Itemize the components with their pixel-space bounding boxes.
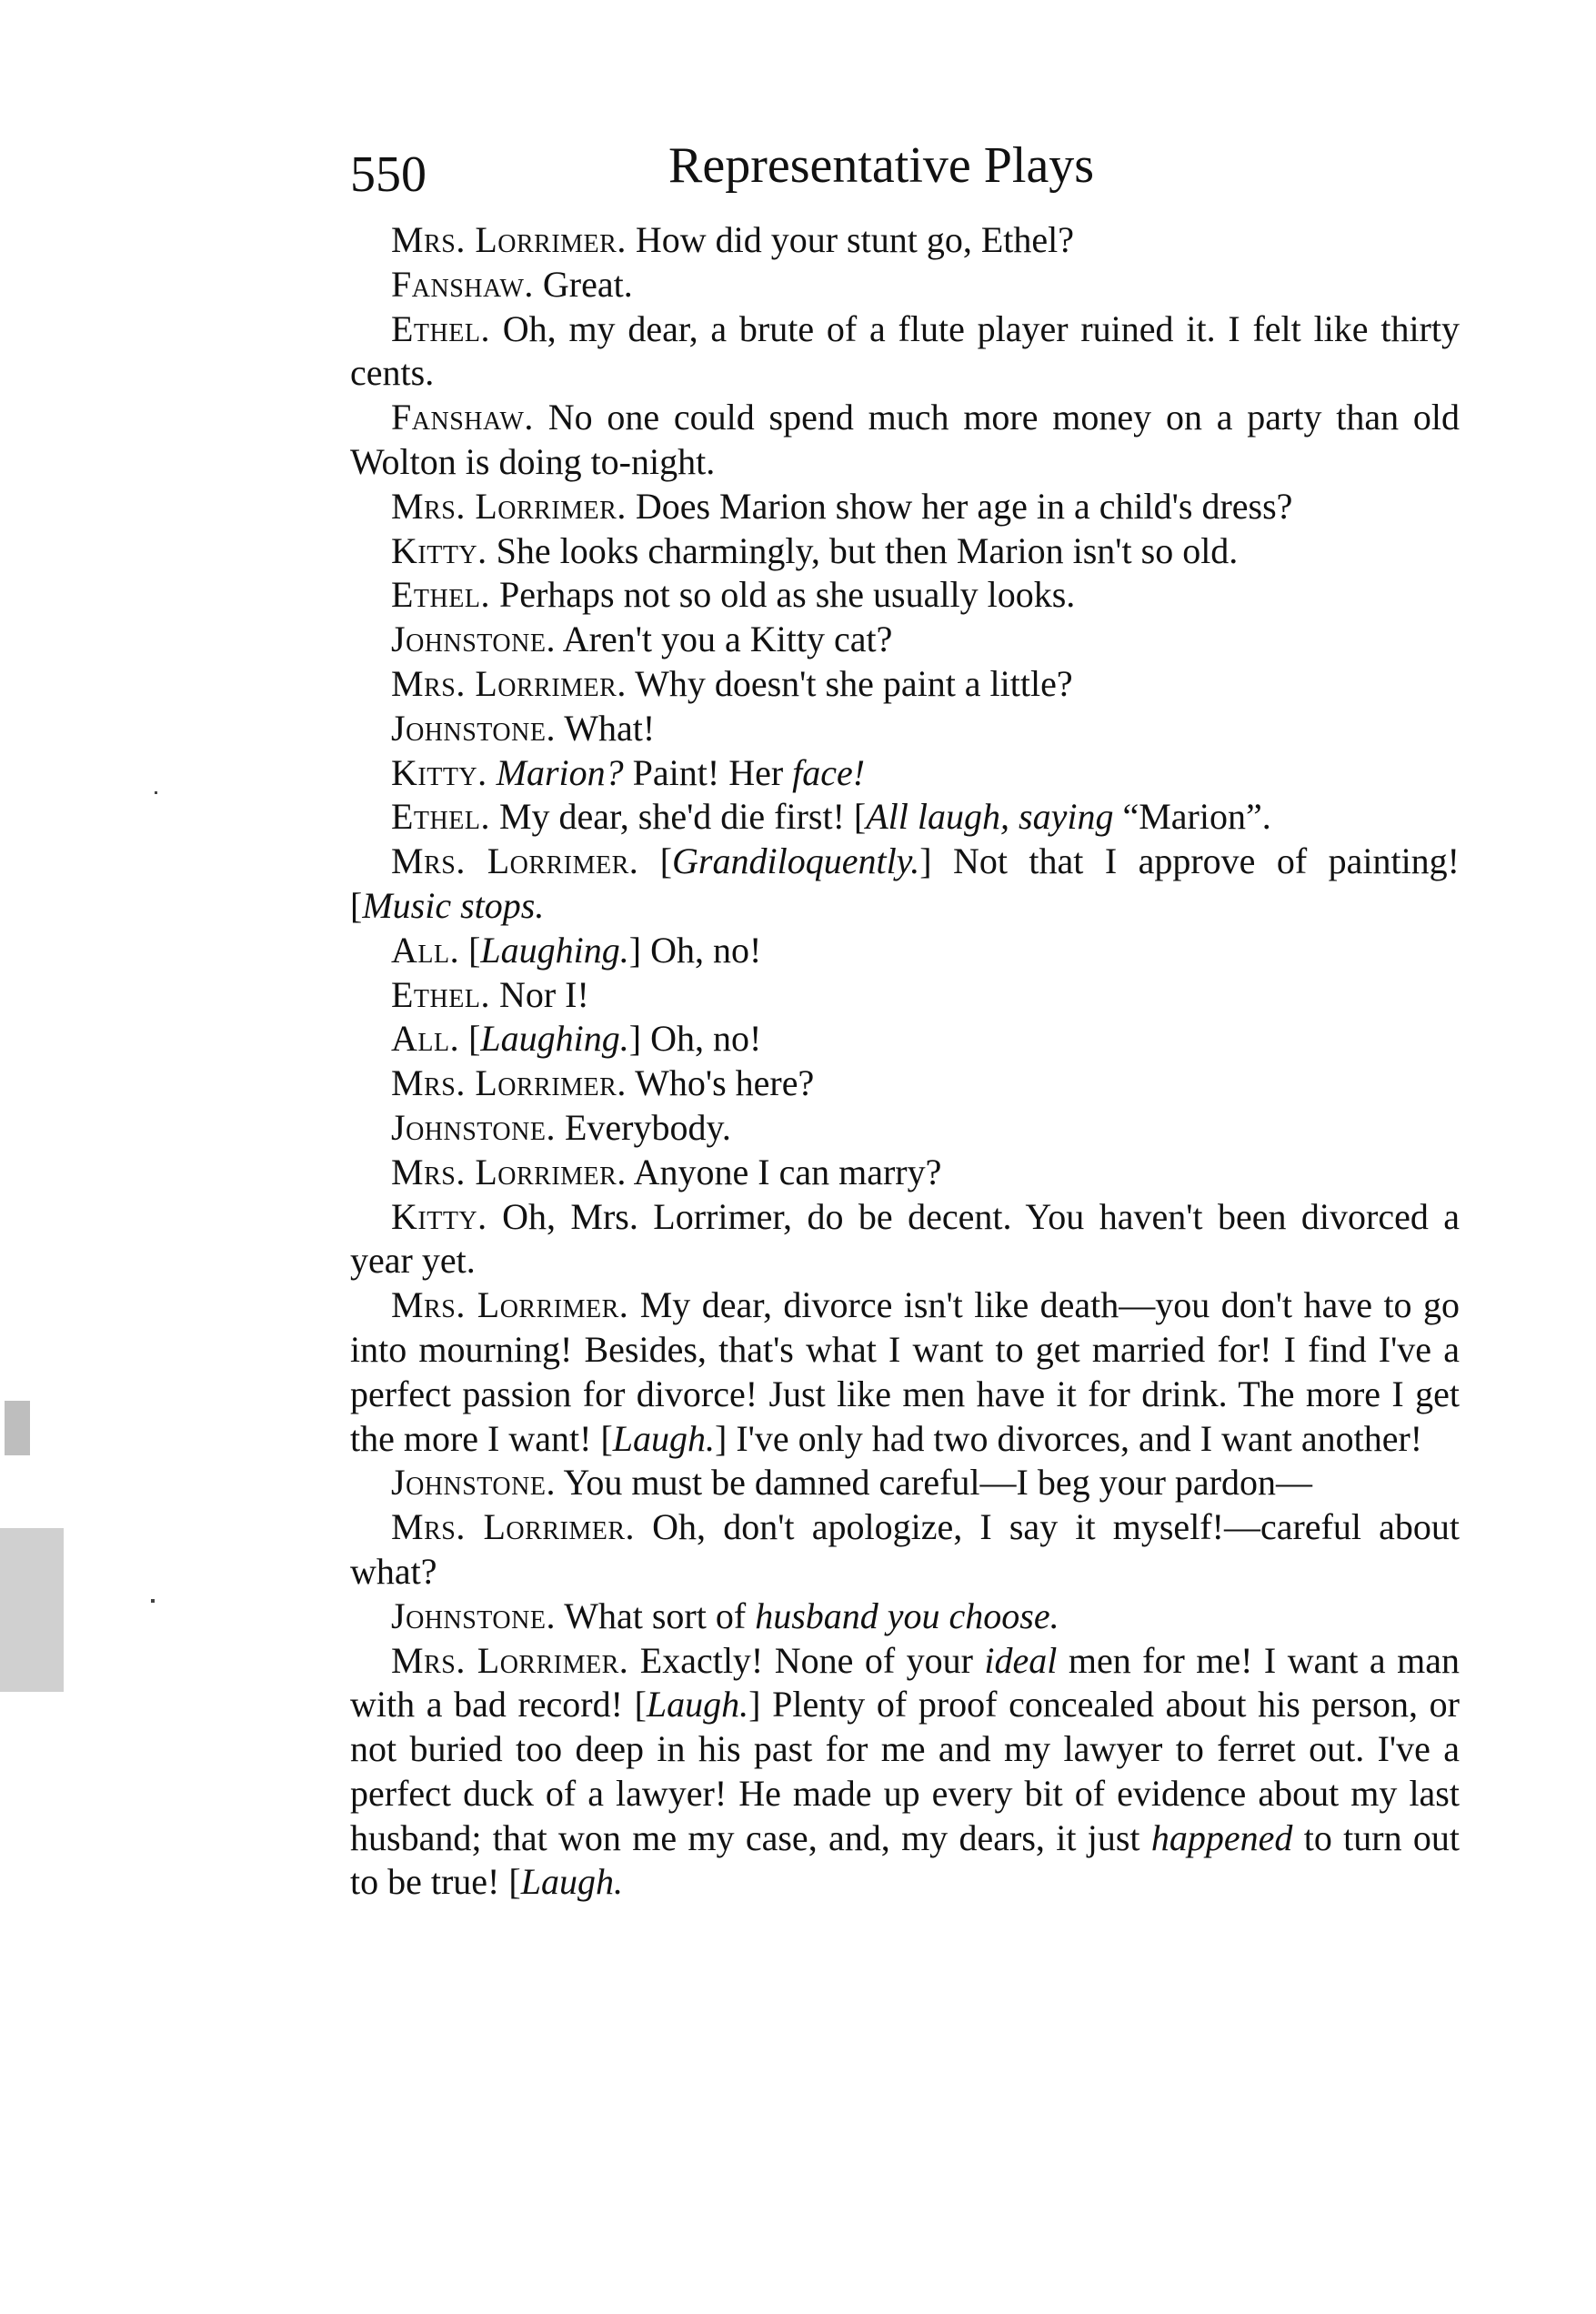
speech-text: You must be damned careful—I beg your pardon— <box>563 1462 1313 1504</box>
dialogue-paragraph <box>350 929 1460 973</box>
stage-direction: face! <box>792 751 866 793</box>
dialogue-paragraph <box>350 218 1460 263</box>
dialogue-paragraph <box>350 618 1460 662</box>
speech-text: ] Oh, no! <box>628 1018 762 1060</box>
dialogue-paragraph <box>350 662 1460 707</box>
speaker-name: Ethel. <box>391 796 490 838</box>
speech-text: Why doesn't she paint a little? <box>635 662 1073 704</box>
stage-direction: Marion? <box>496 751 624 793</box>
stage-direction: happened <box>1150 1816 1293 1858</box>
speech-text: Does Marion show her age in a child's dress? <box>635 485 1293 527</box>
speaker-name: Johnstone. <box>391 619 556 660</box>
speaker-name: Kitty. <box>391 751 487 793</box>
speech-text: What! <box>564 707 656 749</box>
speech-text: Everybody. <box>564 1106 731 1148</box>
speech-text: My dear, divorce isn't like death—you don't have to go into mourning! Besides, that's what I want to get married for! I find I've a perfect passion for divorce! Just like men have it for drink. The more I get the more I want! [ <box>350 1284 1460 1459</box>
dialogue-paragraph <box>350 707 1460 751</box>
speaker-name: Mrs. Lorrimer. <box>391 840 639 882</box>
speech-text: to turn out to be true! [ <box>350 1816 1460 1903</box>
speaker-name: Mrs. Lorrimer. <box>391 1284 629 1326</box>
dialogue-paragraph <box>350 529 1460 574</box>
stage-direction: Laugh. <box>646 1684 749 1725</box>
speaker-name: Johnstone. <box>391 1595 556 1636</box>
speech-text: ] I've only had two divorces, and I want another! <box>715 1417 1423 1459</box>
speech-text: Perhaps not so old as she usually looks. <box>498 574 1076 616</box>
speech-text: Exactly! None of your <box>639 1639 985 1681</box>
speech-text: Oh, my dear, a brute of a flute player ruined it. I felt like thirty cents. <box>350 307 1460 394</box>
speech-text: Aren't you a Kitty cat? <box>562 619 893 660</box>
speaker-name: Mrs. Lorrimer. <box>391 219 627 260</box>
speech-text: “Marion”. <box>1113 796 1271 838</box>
speech-text: ] Oh, no! <box>628 929 762 971</box>
stage-direction: ideal <box>984 1639 1058 1681</box>
speech-text: Anyone I can marry? <box>633 1151 942 1192</box>
stage-direction: Laughing. <box>480 929 629 971</box>
stage-direction: All laugh, saying <box>866 796 1114 838</box>
speech-text: She looks charmingly, but then Marion isn't so old. <box>496 529 1239 571</box>
speaker-name: Mrs. Lorrimer. <box>391 1639 629 1681</box>
speaker-name: Mrs. Lorrimer. <box>391 1062 627 1104</box>
stage-direction: Music stops. <box>362 884 545 926</box>
speaker-name: Fanshaw. <box>391 263 534 305</box>
dialogue-paragraph <box>350 1595 1460 1639</box>
play-text <box>350 218 1460 1905</box>
dialogue-paragraph <box>350 1061 1460 1106</box>
stage-direction: husband you choose. <box>755 1595 1059 1636</box>
speech-text: What sort of <box>564 1595 756 1636</box>
speaker-name: Fanshaw. <box>391 397 534 438</box>
speech-text: Oh, Mrs. Lorrimer, do be decent. You haven't been divorced a year yet. <box>350 1195 1460 1282</box>
speech-text: [ <box>468 929 481 971</box>
speaker-name: Ethel. <box>391 973 490 1015</box>
speaker-name: Ethel. <box>391 307 490 349</box>
speaker-name: Mrs. Lorrimer. <box>391 485 627 527</box>
speech-text: Nor I! <box>498 973 589 1015</box>
speech-text: Oh, don't apologize, I say it myself!—careful about what? <box>350 1506 1460 1592</box>
dialogue-paragraph <box>350 1017 1460 1061</box>
dialogue-paragraph <box>350 1106 1460 1151</box>
dialogue-paragraph <box>350 1461 1460 1505</box>
speech-text: ] Plenty of proof concealed about his person, or not buried too deep in his past for me and my lawyer to ferret out. I've a perfect duck of a lawyer! He made up every bit of evidence about my last husband; that won me my case, and, my dears, it just <box>350 1684 1460 1858</box>
speech-text: ] Not that I approve of painting! [ <box>350 840 1460 926</box>
speech-text: How did your stunt go, Ethel? <box>635 219 1074 260</box>
speaker-name: Mrs. Lorrimer. <box>391 662 627 704</box>
dialogue-paragraph <box>350 1195 1460 1284</box>
page-header <box>350 136 1460 209</box>
speech-text: [ <box>468 1018 481 1060</box>
stage-direction: Laugh. <box>612 1417 716 1459</box>
speaker-name: Johnstone. <box>391 1462 556 1504</box>
scan-mark <box>151 1599 155 1603</box>
speech-text: [ <box>659 840 673 882</box>
dialogue-paragraph <box>350 573 1460 618</box>
dialogue-paragraph <box>350 485 1460 529</box>
dialogue-paragraph <box>350 751 1460 796</box>
running-head: Representative Plays <box>668 137 1095 194</box>
dialogue-paragraph <box>350 396 1460 485</box>
speaker-name: All. <box>391 1018 460 1060</box>
speaker-name: Johnstone. <box>391 1106 556 1148</box>
stage-direction: Laughing. <box>480 1018 629 1060</box>
scan-mark <box>155 791 157 794</box>
scan-mark <box>0 1528 64 1692</box>
stage-direction: Laugh. <box>520 1861 623 1903</box>
speaker-name: Kitty. <box>391 1195 487 1237</box>
speech-text: My dear, she'd die first! [ <box>498 796 867 838</box>
scan-mark <box>5 1401 30 1455</box>
speaker-name: Mrs. Lorrimer. <box>391 1506 635 1548</box>
dialogue-paragraph <box>350 1505 1460 1595</box>
speech-text: No one could spend much more money on a party than old Wolton is doing to-night. <box>350 397 1460 482</box>
speaker-name: Mrs. Lorrimer. <box>391 1151 627 1192</box>
dialogue-paragraph <box>350 795 1460 840</box>
speaker-name: Kitty. <box>391 529 487 571</box>
speaker-name: Johnstone. <box>391 707 556 749</box>
dialogue-paragraph <box>350 1639 1460 1906</box>
speaker-name: Ethel. <box>391 574 490 616</box>
dialogue-paragraph <box>350 263 1460 307</box>
dialogue-paragraph <box>350 973 1460 1018</box>
speech-text: men for me! I want a man with a bad record! [ <box>350 1639 1460 1725</box>
dialogue-paragraph <box>350 1151 1460 1195</box>
dialogue-paragraph <box>350 307 1460 397</box>
dialogue-paragraph <box>350 840 1460 929</box>
stage-direction: Grandiloquently. <box>672 840 920 882</box>
speech-text: Who's here? <box>635 1062 815 1104</box>
page-number: 550 <box>350 146 427 203</box>
speaker-name: All. <box>391 929 460 971</box>
speech-text: Great. <box>542 263 633 305</box>
dialogue-paragraph <box>350 1283 1460 1461</box>
speech-text: Paint! Her <box>623 751 793 793</box>
